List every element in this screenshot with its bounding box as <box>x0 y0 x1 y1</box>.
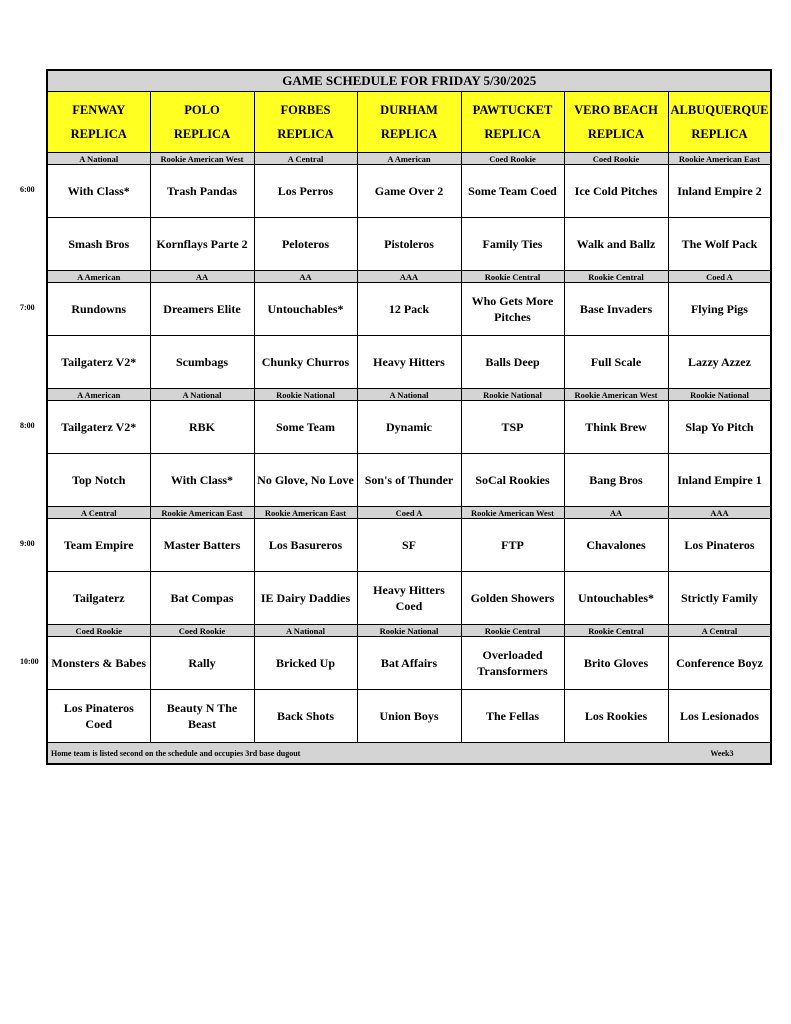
home-team: Lazzy Azzez <box>668 336 771 389</box>
footer-bar <box>47 743 771 765</box>
field-header <box>254 92 357 153</box>
home-team: Los Lesionados <box>668 690 771 743</box>
division-label: A American <box>47 271 150 283</box>
home-team: Golden Showers <box>461 572 564 625</box>
home-team: Chunky Churros <box>254 336 357 389</box>
division-row <box>47 153 771 165</box>
home-team: Son's of Thunder <box>357 454 461 507</box>
home-team: Heavy Hitters Coed <box>357 572 461 625</box>
away-team: 12 Pack <box>357 283 461 336</box>
field-sub: REPLICA <box>70 127 127 141</box>
home-team: The Wolf Pack <box>668 218 771 271</box>
division-label: Coed Rookie <box>150 625 254 637</box>
away-team: Inland Empire 2 <box>668 165 771 218</box>
division-label: Rookie American West <box>150 153 254 165</box>
division-label: Rookie American East <box>668 153 771 165</box>
home-team: Union Boys <box>357 690 461 743</box>
division-label: A National <box>47 153 150 165</box>
away-team: Some Team <box>254 401 357 454</box>
home-team: Scumbags <box>150 336 254 389</box>
division-label: A National <box>254 625 357 637</box>
division-row <box>47 389 771 401</box>
away-team: Brito Gloves <box>564 637 668 690</box>
team-row <box>47 165 771 218</box>
division-row <box>47 507 771 519</box>
footer-note: Home team is listed second on the schedule and occupies 3rd base dugout <box>51 748 301 758</box>
team-row <box>47 519 771 572</box>
away-team: TSP <box>461 401 564 454</box>
field-name: DURHAM <box>380 103 438 117</box>
home-team: Tailgaterz V2* <box>47 336 150 389</box>
field-name: FENWAY <box>72 103 126 117</box>
division-label: Rookie Central <box>461 271 564 283</box>
away-team: Rally <box>150 637 254 690</box>
division-label: Coed A <box>668 271 771 283</box>
division-label: Coed A <box>357 507 461 519</box>
away-team: Team Empire <box>47 519 150 572</box>
home-team: Los Rookies <box>564 690 668 743</box>
away-team: Master Batters <box>150 519 254 572</box>
field-sub: REPLICA <box>587 127 645 141</box>
field-header-row <box>47 92 771 153</box>
home-team: Los Pinateros Coed <box>47 690 150 743</box>
week-label: Week3 <box>710 748 734 758</box>
division-label: A Central <box>668 625 771 637</box>
home-team: Full Scale <box>564 336 668 389</box>
division-label: Rookie American East <box>150 507 254 519</box>
home-team: Back Shots <box>254 690 357 743</box>
time-label: 7:00 <box>20 303 35 312</box>
home-team: Kornflays Parte 2 <box>150 218 254 271</box>
away-team: Los Perros <box>254 165 357 218</box>
field-header <box>461 92 564 153</box>
field-name: PAWTUCKET <box>472 103 553 117</box>
time-label: 8:00 <box>20 421 35 430</box>
home-team: Beauty N The Beast <box>150 690 254 743</box>
away-team: FTP <box>461 519 564 572</box>
home-team: Top Notch <box>47 454 150 507</box>
division-label: AA <box>254 271 357 283</box>
home-team: Strictly Family <box>668 572 771 625</box>
division-label: Rookie Central <box>564 625 668 637</box>
team-row <box>47 690 771 743</box>
away-team: Bricked Up <box>254 637 357 690</box>
field-header <box>564 92 668 153</box>
division-label: Rookie American East <box>254 507 357 519</box>
division-row <box>47 271 771 283</box>
team-row <box>47 336 771 389</box>
away-team: Untouchables* <box>254 283 357 336</box>
team-row <box>47 283 771 336</box>
division-label: Rookie National <box>461 389 564 401</box>
home-team: SoCal Rookies <box>461 454 564 507</box>
division-label: A National <box>357 389 461 401</box>
time-label: 6:00 <box>20 185 35 194</box>
time-label: 9:00 <box>20 539 35 548</box>
away-team: With Class* <box>47 165 150 218</box>
division-label: AAA <box>357 271 461 283</box>
team-row <box>47 218 771 271</box>
away-team: Ice Cold Pitches <box>564 165 668 218</box>
home-team: Bang Bros <box>564 454 668 507</box>
away-team: Who Gets More Pitches <box>461 283 564 336</box>
away-team: Game Over 2 <box>357 165 461 218</box>
field-name: POLO <box>184 103 220 117</box>
division-label: AA <box>564 507 668 519</box>
home-team: Tailgaterz <box>47 572 150 625</box>
division-label: Coed Rookie <box>47 625 150 637</box>
field-header <box>47 92 150 153</box>
away-team: Dreamers Elite <box>150 283 254 336</box>
division-label: A American <box>47 389 150 401</box>
division-row <box>47 625 771 637</box>
division-label: Rookie American West <box>461 507 564 519</box>
away-team: Overloaded Transformers <box>461 637 564 690</box>
division-label: Rookie National <box>668 389 771 401</box>
away-team: Some Team Coed <box>461 165 564 218</box>
field-sub: REPLICA <box>277 127 334 141</box>
division-label: A National <box>150 389 254 401</box>
home-team: IE Dairy Daddies <box>254 572 357 625</box>
division-label: A Central <box>47 507 150 519</box>
home-team: With Class* <box>150 454 254 507</box>
division-label: AA <box>150 271 254 283</box>
field-header <box>357 92 461 153</box>
division-label: A American <box>357 153 461 165</box>
team-row <box>47 401 771 454</box>
away-team: RBK <box>150 401 254 454</box>
away-team: Tailgaterz V2* <box>47 401 150 454</box>
away-team: Base Invaders <box>564 283 668 336</box>
home-team: Heavy Hitters <box>357 336 461 389</box>
home-team: Smash Bros <box>47 218 150 271</box>
home-team: Pistoleros <box>357 218 461 271</box>
home-team: Walk and Ballz <box>564 218 668 271</box>
division-label: AAA <box>668 507 771 519</box>
away-team: Chavalones <box>564 519 668 572</box>
field-sub: REPLICA <box>380 127 438 141</box>
field-header <box>668 92 771 153</box>
schedule-table <box>46 69 772 765</box>
division-label: Rookie American West <box>564 389 668 401</box>
field-header <box>150 92 254 153</box>
home-team: Bat Compas <box>150 572 254 625</box>
team-row <box>47 637 771 690</box>
away-team: Rundowns <box>47 283 150 336</box>
field-sub: REPLICA <box>691 127 748 141</box>
away-team: Trash Pandas <box>150 165 254 218</box>
division-label: Rookie National <box>254 389 357 401</box>
home-team: Inland Empire 1 <box>668 454 771 507</box>
home-team: Peloteros <box>254 218 357 271</box>
away-team: Flying Pigs <box>668 283 771 336</box>
away-team: Think Brew <box>564 401 668 454</box>
field-sub: REPLICA <box>484 127 541 141</box>
field-name: VERO BEACH <box>574 103 658 117</box>
home-team: Family Ties <box>461 218 564 271</box>
away-team: Dynamic <box>357 401 461 454</box>
away-team: Monsters & Babes <box>47 637 150 690</box>
division-label: Rookie Central <box>461 625 564 637</box>
field-name: ALBUQUERQUE <box>670 103 769 117</box>
home-team: Untouchables* <box>564 572 668 625</box>
away-team: SF <box>357 519 461 572</box>
division-label: Coed Rookie <box>564 153 668 165</box>
away-team: Slap Yo Pitch <box>668 401 771 454</box>
team-row <box>47 572 771 625</box>
division-label: Rookie National <box>357 625 461 637</box>
home-team: Balls Deep <box>461 336 564 389</box>
home-team: No Glove, No Love <box>254 454 357 507</box>
schedule-title: GAME SCHEDULE FOR FRIDAY 5/30/2025 <box>47 70 771 92</box>
away-team: Los Pinateros <box>668 519 771 572</box>
field-sub: REPLICA <box>173 127 231 141</box>
division-label: Coed Rookie <box>461 153 564 165</box>
home-team: The Fellas <box>461 690 564 743</box>
field-name: FORBES <box>280 103 331 117</box>
division-label: A Central <box>254 153 357 165</box>
team-row <box>47 454 771 507</box>
division-label: Rookie Central <box>564 271 668 283</box>
away-team: Los Basureros <box>254 519 357 572</box>
time-label: 10:00 <box>20 657 39 666</box>
away-team: Bat Affairs <box>357 637 461 690</box>
away-team: Conference Boyz <box>668 637 771 690</box>
